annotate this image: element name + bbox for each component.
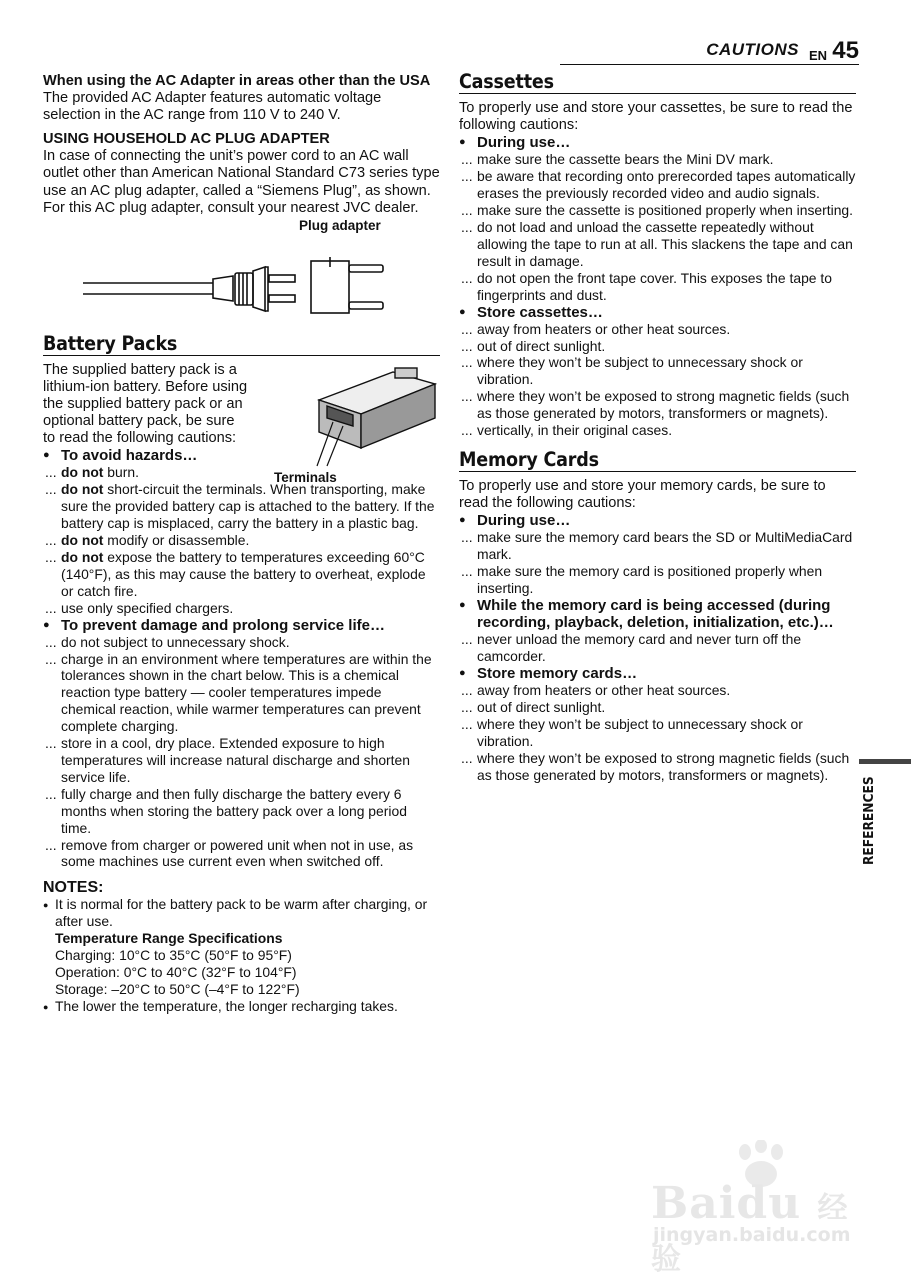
memory-section-title: Memory Cards xyxy=(459,451,856,472)
header-language: EN xyxy=(808,48,827,63)
plug-heading: USING HOUSEHOLD AC PLUG ADAPTER xyxy=(43,131,330,148)
list-item: ... be aware that recording onto prerecorded tapes automatically erases the previously recorded video and audio signals. xyxy=(459,168,856,202)
damage-list xyxy=(43,634,440,871)
battery-intro: The supplied battery pack is a lithium-ion battery. Before using the supplied battery pack or an optional battery pack, be sure to read the following cautions: xyxy=(43,361,248,447)
right-column xyxy=(459,70,856,784)
list-item: ... do not expose the battery to temperatures exceeding 60°C (140°F), as this may cause the battery to overheat, explode or catch fire. xyxy=(43,549,440,600)
list-item: ... make sure the memory card bears the SD or MultiMediaCard mark. xyxy=(459,529,856,563)
list-item: ... where they won’t be exposed to strong magnetic fields (such as those generated by motors, transformers or magnets). xyxy=(459,388,856,422)
memory-access-heading: ● While the memory card is being accessed (during recording, playback, deletion, initialization, etc.)… xyxy=(459,597,856,631)
watermark-url: jingyan.baidu.com xyxy=(653,1224,851,1246)
cassettes-store-list xyxy=(459,321,856,439)
cassettes-store-heading: ● Store cassettes… xyxy=(459,304,856,321)
list-item: ... do not subject to unnecessary shock. xyxy=(43,634,440,651)
spec-charging: Charging: 10°C to 35°C (50°F to 95°F) xyxy=(55,947,292,964)
list-item: ... out of direct sunlight. xyxy=(459,338,856,355)
note-item: ● It is normal for the battery pack to be warm after charging, or after use. xyxy=(43,896,440,930)
memory-store-list xyxy=(459,682,856,783)
list-item: ... fully charge and then fully discharge the battery every 6 months when storing the battery pack over a long period time. xyxy=(43,786,440,837)
page-number: 45 xyxy=(832,37,859,64)
plug-body-2: For this AC plug adapter, consult your nearest JVC dealer. xyxy=(43,199,419,216)
ac-body: The provided AC Adapter features automatic voltage selection in the AC range from 110 V to 240 V. xyxy=(43,90,382,124)
list-item: ... do not load and unload the cassette repeatedly without allowing the tape to run at all. This slackens the tape and can result in damage. xyxy=(459,219,856,270)
list-item: ... charge in an environment where temperatures are within the tolerances shown in the chart below. This is a chemical reaction type battery — cooler temperatures impede chemical reaction, while warmer temperatures can prevent complete charging. xyxy=(43,651,440,736)
list-item: ... vertically, in their original cases. xyxy=(459,422,856,439)
cassettes-section-title: Cassettes xyxy=(459,73,856,94)
memory-intro: To properly use and store your memory cards, be sure to read the following cautions: xyxy=(459,478,826,512)
list-item: ... where they won’t be subject to unnecessary shock or vibration. xyxy=(459,716,856,750)
list-item: ... make sure the cassette is positioned properly when inserting. xyxy=(459,202,856,219)
list-item: ... use only specified chargers. xyxy=(43,600,440,617)
list-item: ... make sure the cassette bears the Mini DV mark. xyxy=(459,151,856,168)
plug-adapter-label: Plug adapter xyxy=(299,217,381,233)
header-title: CAUTIONS xyxy=(706,40,799,59)
battery-section-title: Battery Packs xyxy=(43,335,440,356)
list-item: ... out of direct sunlight. xyxy=(459,699,856,716)
list-item: ... do not short-circuit the terminals. When transporting, make sure the provided battery cap is attached to the battery. If the battery cap is misplaced, carry the battery in a plastic bag. xyxy=(43,481,440,532)
list-item: ... where they won’t be subject to unnecessary shock or vibration. xyxy=(459,354,856,388)
cassettes-intro: To properly use and store your cassettes, be sure to read the following cautions: xyxy=(459,100,853,134)
memory-use-heading: ● During use… xyxy=(459,512,856,529)
spec-storage: Storage: –20°C to 50°C (–4°F to 122°F) xyxy=(55,980,300,997)
cassettes-use-heading: ● During use… xyxy=(459,134,856,151)
cassettes-use-list xyxy=(459,151,856,303)
side-tab-bar xyxy=(859,759,911,764)
baidu-watermark xyxy=(645,1140,865,1277)
list-item: ... do not open the front tape cover. This exposes the tape to fingerprints and dust. xyxy=(459,270,856,304)
terminals-label: Terminals xyxy=(274,469,337,485)
list-item: ... away from heaters or other heat sources. xyxy=(459,321,856,338)
spec-operation: Operation: 0°C to 40°C (32°F to 104°F) xyxy=(55,964,297,981)
left-column xyxy=(43,73,440,1015)
ac-heading: When using the AC Adapter in areas other than the USA xyxy=(43,73,431,89)
list-item: ... where they won’t be exposed to strong magnetic fields (such as those generated by motors, transformers or magnets). xyxy=(459,750,856,784)
plug-body: In case of connecting the unit’s power cord to an AC wall outlet other than American National Standard C73 series type use an AC plug adapter, called a “Siemens Plug”, as shown. xyxy=(43,148,440,199)
hazards-heading: ● To avoid hazards… xyxy=(43,447,440,464)
watermark-brand: Baidu 经验 xyxy=(651,1178,849,1277)
memory-access-list xyxy=(459,631,856,665)
hazards-list xyxy=(43,464,440,616)
list-item: ... do not modify or disassemble. xyxy=(43,532,440,549)
list-item: ... do not burn. xyxy=(43,464,440,481)
spec-heading: Temperature Range Specifications xyxy=(55,930,283,947)
notes-heading: NOTES: xyxy=(43,879,104,897)
plug-adapter-illustration xyxy=(43,239,403,329)
memory-use-list xyxy=(459,529,856,597)
list-item: ... never unload the memory card and never turn off the camcorder. xyxy=(459,631,856,665)
list-item: ... remove from charger or powered unit when not in use, as some machines use current even when switched off. xyxy=(43,837,440,871)
page-header xyxy=(560,36,859,65)
list-item: ... make sure the memory card is positioned properly when inserting. xyxy=(459,563,856,597)
note-item: ● The lower the temperature, the longer recharging takes. xyxy=(43,998,440,1015)
memory-store-heading: ● Store memory cards… xyxy=(459,665,856,682)
plug-adapter-figure xyxy=(43,217,440,335)
side-tab-label: REFERENCES xyxy=(861,776,877,865)
side-tab xyxy=(861,770,883,865)
list-item: ... away from heaters or other heat sources. xyxy=(459,682,856,699)
list-item: ... store in a cool, dry place. Extended exposure to high temperatures will increase natural discharge and shorten service life. xyxy=(43,735,440,786)
damage-heading: ● To prevent damage and prolong service life… xyxy=(43,617,440,634)
